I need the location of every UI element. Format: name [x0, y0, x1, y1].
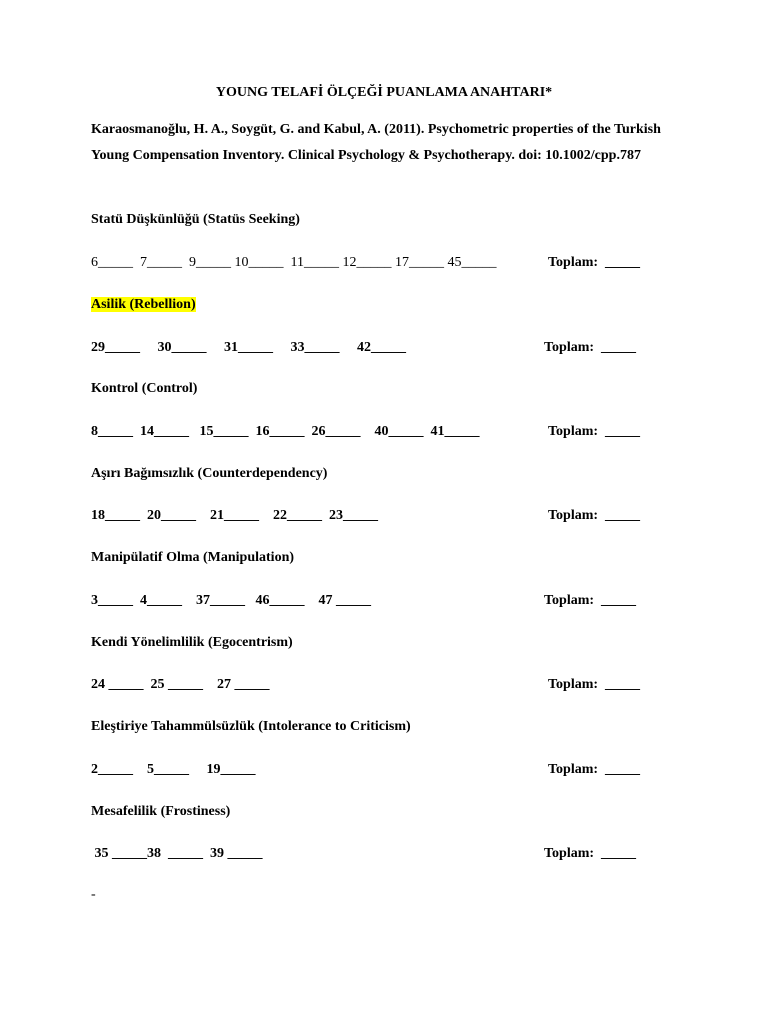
total-counterdependency: Toplam: _____ — [548, 508, 641, 523]
total-manipulation: Toplam: _____ — [544, 593, 637, 608]
item-row-control: 8_____ 14_____ 15_____ 16_____ 26_____ 40_____ 41_____ — [91, 424, 480, 439]
total-status-seeking: Toplam: _____ — [548, 255, 641, 270]
section-heading-intolerance-to-criticism: Eleştiriye Tahammülsüzlük (Intolerance to Criticism) — [91, 719, 411, 734]
total-frostiness: Toplam: _____ — [544, 846, 637, 861]
item-row-manipulation: 3_____ 4_____ 37_____ 46_____ 47 _____ — [91, 593, 371, 608]
section-heading-control: Kontrol (Control) — [91, 381, 198, 396]
item-row-status-seeking: 6_____ 7_____ 9_____ 10_____ 11_____ 12_____ 17_____ 45_____ — [91, 255, 497, 270]
item-row-egocentrism: 24 _____ 25 _____ 27 _____ — [91, 677, 270, 692]
total-control: Toplam: _____ — [548, 424, 641, 439]
section-heading-rebellion: Asilik (Rebellion) — [91, 297, 196, 312]
section-heading-manipulation: Manipülatif Olma (Manipulation) — [91, 550, 295, 565]
item-row-rebellion: 29_____ 30_____ 31_____ 33_____ 42_____ — [91, 340, 406, 355]
section-heading-status-seeking: Statü Düşkünlüğü (Statüs Seeking) — [91, 212, 300, 227]
total-egocentrism: Toplam: _____ — [548, 677, 641, 692]
document-title: YOUNG TELAFİ ÖLÇEĞİ PUANLAMA ANAHTARI* — [215, 85, 553, 100]
item-row-frostiness: 35 _____38 _____ 39 _____ — [91, 846, 263, 861]
total-intolerance-to-criticism: Toplam: _____ — [548, 762, 641, 777]
total-rebellion: Toplam: _____ — [544, 340, 637, 355]
citation: Karaosmanoğlu, H. A., Soygüt, G. and Kabul, A. (2011). Psychometric properties of the Turkish Young Compensation Inventory. Clinical Psychology & Psychotherapy. doi: 10.1002/cpp.787 — [91, 122, 661, 163]
section-heading-frostiness: Mesafelilik (Frostiness) — [91, 804, 231, 819]
item-row-intolerance-to-criticism: 2_____ 5_____ 19_____ — [91, 762, 256, 777]
trailing-dash: - — [91, 887, 96, 902]
section-heading-counterdependency: Aşırı Bağımsızlık (Counterdependency) — [91, 466, 328, 481]
item-row-counterdependency: 18_____ 20_____ 21_____ 22_____ 23_____ — [91, 508, 378, 523]
section-heading-egocentrism: Kendi Yönelimlilik (Egocentrism) — [91, 635, 293, 650]
